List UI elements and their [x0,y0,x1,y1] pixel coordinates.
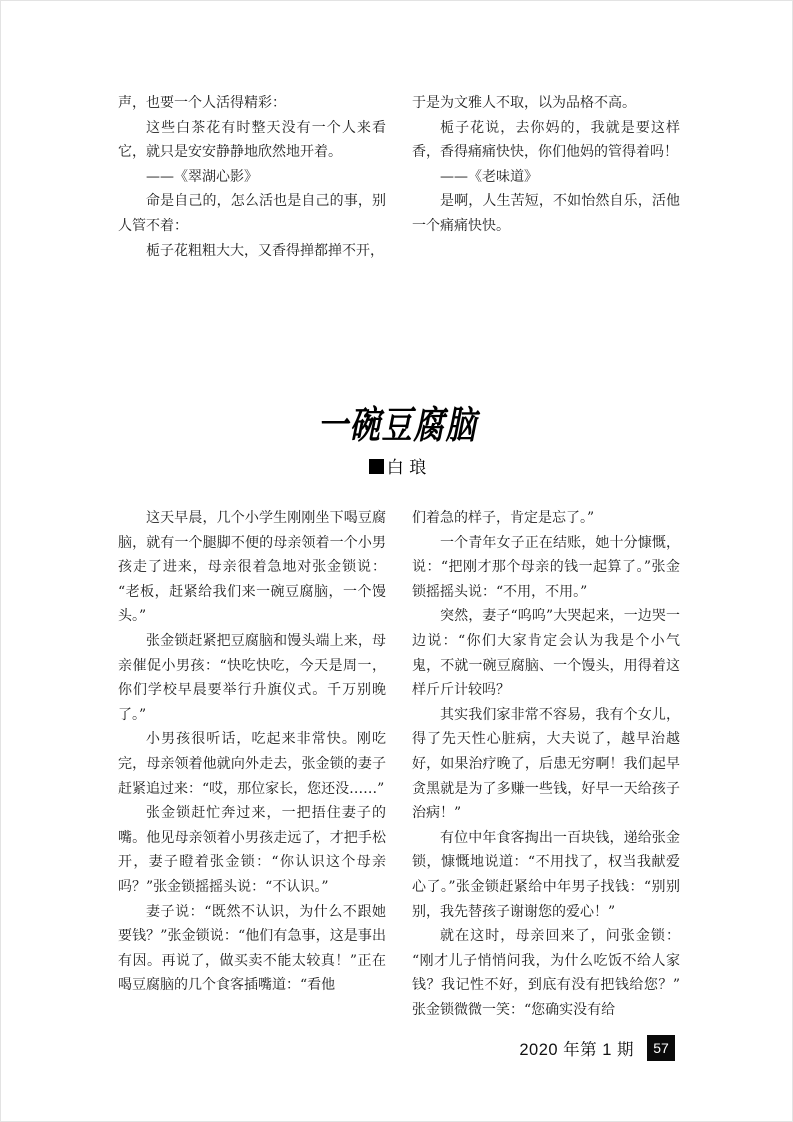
story-paragraph: 张金锁赶紧把豆腐脑和馒头端上来，母亲催促小男孩：“快吃快吃，今天是周一，你们学校早晨要举行升旗仪式。千万别晚了。” [118,632,386,723]
excerpt-paragraph: 声，也要一个人活得精彩： [118,95,286,111]
excerpt-paragraph: 是啊，人生苦短，不如怡然自乐，活他一个痛痛快快。 [412,193,680,234]
story-title: 一碗豆腐脑 [317,402,478,447]
story-paragraph: 这天早晨，几个小学生刚刚坐下喝豆腐脑，就有一个腿脚不便的母亲领着一个小男孩走了进来，母亲很着急地对张金锁说：“老板，赶紧给我们来一碗豆腐脑，一个馒头。” [118,510,386,625]
story-paragraph: 小男孩很听话，吃起来非常快。刚吃完，母亲领着他就向外走去，张金锁的妻子赶紧追过来：“哎，那位家长，您还没……” [118,731,386,797]
story-paragraph: 就在这时，母亲回来了，问张金锁：“刚才儿子悄悄问我，为什么吃饭不给人家钱？我记性不好，到底有没有把钱给您？”张金锁微微一笑：“您确实没有给 [412,928,680,1018]
excerpt-paragraph: 命是自己的，怎么活也是自己的事，别人管不着： [118,193,386,234]
story-paragraph: 有位中年食客掏出一百块钱，递给张金锁，慷慨地说道：“不用找了，权当我献爱心了。”张金锁赶紧给中年男子找钱：“别别别，我先替孩子谢谢您的爱心！” [412,829,680,920]
excerpt-paragraph: 于是为文雅人不取，以为品格不高。 [412,95,636,111]
issue-label: 2020 年第 1 期 [519,1041,634,1059]
story-paragraph: 突然，妻子“呜呜”大哭起来，一边哭一边说：“你们大家肯定会认为我是个小气鬼，不就一碗豆腐脑、一个馒头，用得着这样斤斤计较吗？ [412,608,680,699]
page-footer [519,1035,675,1061]
story-right-column [412,506,680,1022]
story-paragraph: 妻子说：“既然不认识，为什么不跟她要钱？”张金锁说：“他们有急事，这是事出有因。再说了，做买卖不能太较真！”正在喝豆腐脑的几个食客插嘴道：“看他 [118,903,386,994]
excerpt-paragraph: 栀子花说，去你妈的，我就是要这样香，香得痛痛快快，你们他妈的管得着吗！ [412,119,680,161]
author-name: 白 琅 [386,458,427,478]
excerpt-attribution: ——《翠湖心影》 [146,168,258,185]
excerpt-paragraph: 栀子花粗粗大大，又香得掸都掸不开， [146,242,384,259]
story-left-column [118,506,386,1022]
story-paragraph: 张金锁赶忙奔过来，一把捂住妻子的嘴。他见母亲领着小男孩走远了，才把手松开，妻子瞪着张金锁：“你认识这个母亲吗？”张金锁摇摇头说：“不认识。” [118,805,386,895]
page-number-badge: 57 [647,1035,675,1061]
author-marker-icon [369,459,384,474]
story-body [118,506,680,1022]
story-paragraph: 们着急的样子，肯定是忘了。” [412,510,595,526]
author-line [1,457,793,479]
excerpt-paragraph: 这些白茶花有时整天没有一个人来看它，就只是安安静静地欣然地开着。 [118,119,386,161]
excerpt-left-column [118,91,386,263]
story-header [1,401,793,479]
story-paragraph: 其实我们家非常不容易，我有个女儿，得了先天性心脏病，大夫说了，越早治越好，如果治疗晚了，后患无穷啊！我们起早贪黑就是为了多赚一些钱，好早一天给孩子治病！” [412,706,680,822]
story-paragraph: 一个青年女子正在结账，她十分慷慨，说：“把刚才那个母亲的钱一起算了。”张金锁摇摇头说：“不用，不用。” [412,534,680,600]
excerpt-attribution: ——《老味道》 [440,168,538,185]
excerpt-section [118,91,680,263]
excerpt-right-column [412,91,680,263]
